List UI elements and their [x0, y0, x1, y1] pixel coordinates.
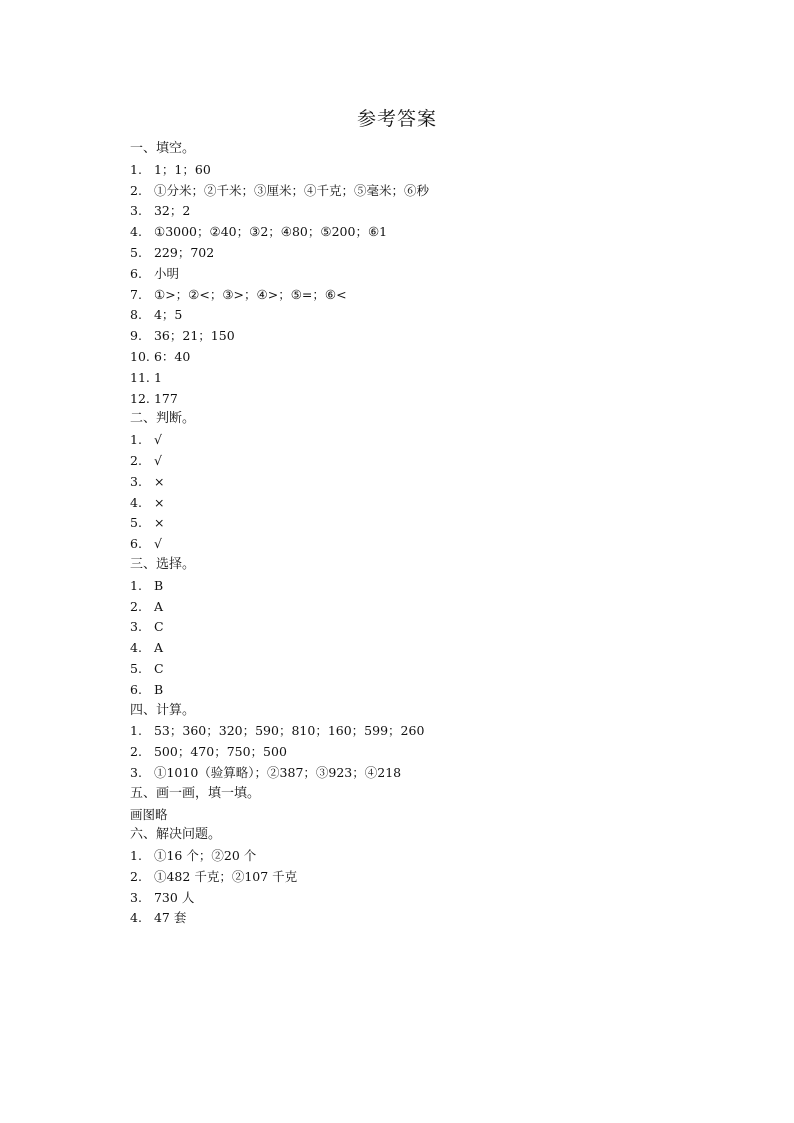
- answer-line: [130, 347, 730, 368]
- item-answer: A: [153, 640, 164, 656]
- section-heading: 二、判断。: [130, 411, 196, 427]
- item-answer: 229；702: [153, 244, 215, 260]
- answer-line: [130, 888, 730, 909]
- item-number: 6.: [130, 265, 142, 281]
- item-answer: 画图略: [130, 806, 168, 822]
- item-answer: 6：40: [153, 348, 191, 364]
- item-number: 9.: [130, 328, 142, 344]
- answer-line: [130, 805, 730, 826]
- item-answer: √: [153, 452, 162, 468]
- item-number: 4.: [130, 224, 142, 240]
- answer-line: [130, 908, 730, 929]
- answer-line: [130, 222, 730, 243]
- item-number: 12.: [130, 390, 150, 406]
- item-answer: B: [153, 577, 164, 593]
- item-number: 11.: [130, 369, 150, 385]
- section-multiple-choice: [130, 555, 730, 701]
- item-answer: 177: [153, 390, 178, 406]
- item-answer: √: [153, 536, 162, 552]
- item-answer: 小明: [153, 265, 179, 281]
- item-number: 1.: [130, 577, 142, 593]
- answer-line: [130, 597, 730, 618]
- item-answer: C: [153, 660, 164, 676]
- answer-line: [130, 201, 730, 222]
- section-calculation: [130, 701, 730, 784]
- item-number: 7.: [130, 286, 142, 302]
- answer-line: [130, 451, 730, 472]
- answer-line: [130, 472, 730, 493]
- answer-line: [130, 721, 730, 742]
- page-title: 参考答案: [356, 108, 437, 130]
- answer-line: [130, 659, 730, 680]
- item-number: 5.: [130, 244, 142, 260]
- item-answer: ×: [153, 473, 165, 489]
- item-answer: A: [153, 598, 164, 614]
- item-number: 2.: [130, 868, 142, 884]
- item-answer: 53；360；320；590；810；160；599；260: [153, 723, 425, 739]
- item-number: 4.: [130, 494, 142, 510]
- item-number: 5.: [130, 660, 142, 676]
- answer-line: [130, 430, 730, 451]
- item-answer: ①3000；②40；③2；④80；⑤200；⑥1: [153, 224, 388, 240]
- item-number: 6.: [130, 681, 142, 697]
- item-answer: 730 人: [153, 889, 195, 905]
- item-number: 8.: [130, 307, 142, 323]
- answer-line: [130, 846, 730, 867]
- answer-line: [130, 181, 730, 202]
- item-number: 1.: [130, 161, 142, 177]
- section-heading: 五、画一画，填一填。: [130, 785, 261, 801]
- answer-line: [130, 867, 730, 888]
- item-answer: √: [153, 432, 162, 448]
- item-answer: ①分米；②千米；③厘米；④千克；⑤毫米；⑥秒: [153, 182, 429, 198]
- item-number: 1.: [130, 848, 142, 864]
- answer-line: [130, 742, 730, 763]
- item-answer: C: [153, 619, 164, 635]
- item-number: 2.: [130, 598, 142, 614]
- item-number: 1.: [130, 723, 142, 739]
- item-number: 4.: [130, 640, 142, 656]
- item-number: 2.: [130, 182, 142, 198]
- item-answer: 500；470；750；500: [153, 744, 287, 760]
- answer-line: [130, 617, 730, 638]
- answer-line: [130, 763, 730, 784]
- section-heading: 三、选择。: [130, 556, 196, 572]
- item-number: 3.: [130, 473, 142, 489]
- item-answer: 1；1；60: [153, 161, 211, 177]
- section-drawing: [130, 784, 730, 826]
- item-number: 5.: [130, 515, 142, 531]
- section-word-problems: [130, 825, 730, 929]
- item-number: 2.: [130, 744, 142, 760]
- item-answer: 4；5: [153, 307, 183, 323]
- item-number: 3.: [130, 764, 142, 780]
- item-answer: B: [153, 681, 164, 697]
- item-number: 10.: [130, 348, 150, 364]
- item-number: 3.: [130, 619, 142, 635]
- answer-line: [130, 160, 730, 181]
- answer-line: [130, 638, 730, 659]
- item-number: 4.: [130, 910, 142, 926]
- section-fill-in: [130, 139, 730, 409]
- item-answer: ×: [153, 494, 165, 510]
- item-number: 2.: [130, 452, 142, 468]
- answer-line: [130, 493, 730, 514]
- answer-content: [130, 139, 730, 929]
- item-answer: 1: [153, 369, 162, 385]
- item-answer: ①482 千克；②107 千克: [153, 868, 298, 884]
- answer-line: [130, 368, 730, 389]
- item-number: 3.: [130, 203, 142, 219]
- answer-line: [130, 680, 730, 701]
- section-heading: 六、解决问题。: [130, 827, 222, 843]
- item-answer: 36；21；150: [153, 328, 235, 344]
- answer-line: [130, 326, 730, 347]
- item-answer: 32；2: [153, 203, 191, 219]
- item-number: 6.: [130, 536, 142, 552]
- section-true-false: [130, 409, 730, 555]
- answer-line: [130, 243, 730, 264]
- item-answer: ①16 个；②20 个: [153, 848, 257, 864]
- answer-line: [130, 305, 730, 326]
- section-heading: 四、计算。: [130, 702, 196, 718]
- answer-line: [130, 534, 730, 555]
- section-heading: 一、填空。: [130, 141, 196, 156]
- item-answer: ①>；②<；③>；④>；⑤=；⑥<: [153, 286, 347, 302]
- item-answer: 47 套: [153, 910, 187, 926]
- answer-line: [130, 576, 730, 597]
- item-answer: ①1010（验算略）；②387；③923；④218: [153, 764, 402, 780]
- item-number: 3.: [130, 889, 142, 905]
- answer-line: [130, 513, 730, 534]
- answer-line: [130, 264, 730, 285]
- item-answer: ×: [153, 515, 165, 531]
- item-number: 1.: [130, 432, 142, 448]
- answer-line: [130, 389, 730, 410]
- answer-line: [130, 285, 730, 306]
